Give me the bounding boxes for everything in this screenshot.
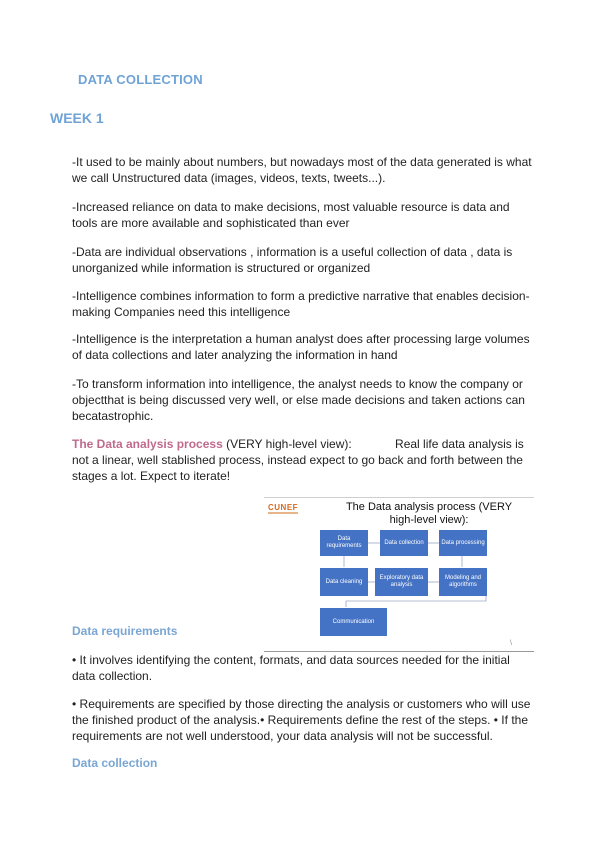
data-requirements-heading: Data requirements (72, 624, 178, 638)
requirements-paragraph-2: • Requirements are specified by those directing the analysis or customers who will use the finished product of the analysis.• Requirements define the rest of the steps. • If the requirements are not well understood, your data analysis will not be successful. (72, 697, 531, 743)
process-text: (VERY high-level view): Real life data analysis is not a linear, well stablished process, instead expect to go back and forth between the stages a lot. Expect to iterate! (72, 437, 528, 483)
process-highlight: The Data analysis process (72, 437, 223, 451)
process-paragraph (72, 436, 534, 484)
paragraph-3: -Data are individual observations , information is a useful collection of data , data is unorganized while information is structured or organized (72, 245, 513, 275)
box-data-collection: Data collection (380, 530, 428, 556)
week-heading: WEEK 1 (50, 110, 104, 126)
requirements-paragraph-1: • It involves identifying the content, formats, and data sources needed for the initial data collection. (72, 653, 510, 683)
paragraph-1: -It used to be mainly about numbers, but nowadays most of the data generated is what we call Unstructured data (images, videos, texts, tweets...). (72, 155, 532, 185)
paragraph-6: -To transform information into intelligence, the analyst needs to know the company or objectthat is being discussed very well, or else made decisions and taken actions can becatastrophic. (72, 377, 525, 423)
box-exploratory-analysis: Exploratory data analysis (375, 568, 428, 596)
box-data-requirements: Data requirements (320, 530, 368, 556)
document-title: DATA COLLECTION (78, 72, 203, 87)
data-collection-heading: Data collection (72, 756, 158, 770)
box-data-cleaning: Data cleaning (320, 568, 368, 596)
box-modeling-algorithms: Modeling and algorithms (439, 568, 487, 596)
paragraph-4: -Intelligence combines information to form a predictive narrative that enables decision-making Companies need this intelligence (72, 289, 530, 319)
diagram-title: The Data analysis process (VERY high-level view): (345, 501, 513, 526)
paragraph-2: -Increased reliance on data to make decisions, most valuable resource is data and tools are more available and sophisticated than ever (72, 200, 510, 230)
cunef-logo: CUNEF (268, 503, 299, 512)
process-diagram (264, 497, 534, 652)
box-communication: Communication (320, 608, 387, 636)
box-data-processing: Data processing (439, 530, 487, 556)
diagram-mark: \ (510, 640, 512, 647)
paragraph-5: -Intelligence is the interpretation a human analyst does after processing large volumes of data collections and later analyzing the information in hand (72, 332, 530, 362)
